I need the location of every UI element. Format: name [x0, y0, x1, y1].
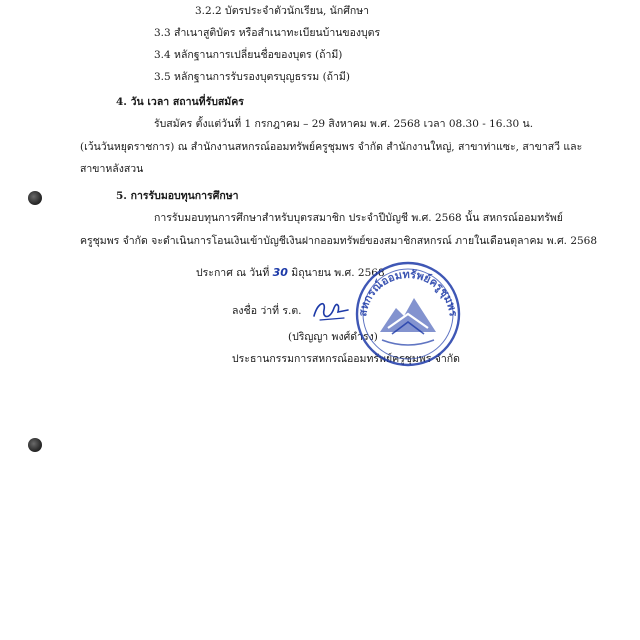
signer-position: ประธานกรรมการสหกรณ์ออมทรัพย์ครูชุมพร จำกัด	[232, 353, 460, 365]
section-5-heading: 5. การรับมอบทุนการศึกษา	[116, 190, 239, 202]
signed-label: ลงชื่อ ว่าที่ ร.ต.	[232, 305, 302, 317]
section-4-line-3: สาขาหลังสวน	[80, 163, 144, 175]
signer-name: (ปริญญา พงศ์ดำรง)	[288, 331, 378, 343]
binder-hole-icon	[28, 438, 42, 452]
date-suffix: มิถุนายน พ.ศ. 2568	[291, 267, 385, 279]
item-3-4: 3.4 หลักฐานการเปลี่ยนชื่อของบุตร (ถ้ามี)	[154, 49, 343, 61]
section-4-heading: 4. วัน เวลา สถานที่รับสมัคร	[116, 96, 244, 108]
item-3-3: 3.3 สำเนาสูติบัตร หรือสำเนาทะเบียนบ้านของบุตร	[154, 27, 381, 39]
section-4-line-2: (เว้นวันหยุดราชการ) ณ สำนักงานสหกรณ์ออมทรัพย์ครูชุมพร จำกัด สำนักงานใหญ่, สาขาท่าแซะ, สาขาสวี และ	[80, 141, 583, 153]
binder-hole-icon	[28, 191, 42, 205]
cooperative-stamp-icon	[352, 258, 464, 370]
date-prefix: ประกาศ ณ วันที่	[196, 267, 270, 279]
section-5-line-2: ครูชุมพร จำกัด จะดำเนินการโอนเงินเข้าบัญชีเงินฝากออมทรัพย์ของสมาชิกสหกรณ์ ภายในเดือนตุลาคม พ.ศ. 2568	[80, 235, 598, 247]
signature-icon	[310, 298, 352, 324]
stamp-text: สหกรณ์ออมทรัพย์ครูชุมพร	[356, 267, 460, 318]
item-3-5: 3.5 หลักฐานการรับรองบุตรบุญธรรม (ถ้ามี)	[154, 71, 350, 83]
section-5-line-1: การรับมอบทุนการศึกษาสำหรับบุตรสมาชิก ประจำปีบัญชี พ.ศ. 2568 นั้น สหกรณ์ออมทรัพย์	[154, 212, 563, 224]
date-day: 30	[272, 266, 288, 279]
section-4-line-1: รับสมัคร ตั้งแต่วันที่ 1 กรกฎาคม – 29 สิงหาคม พ.ศ. 2568 เวลา 08.30 - 16.30 น.	[154, 118, 534, 130]
item-3-2-2: 3.2.2 บัตรประจำตัวนักเรียน, นักศึกษา	[195, 5, 370, 17]
